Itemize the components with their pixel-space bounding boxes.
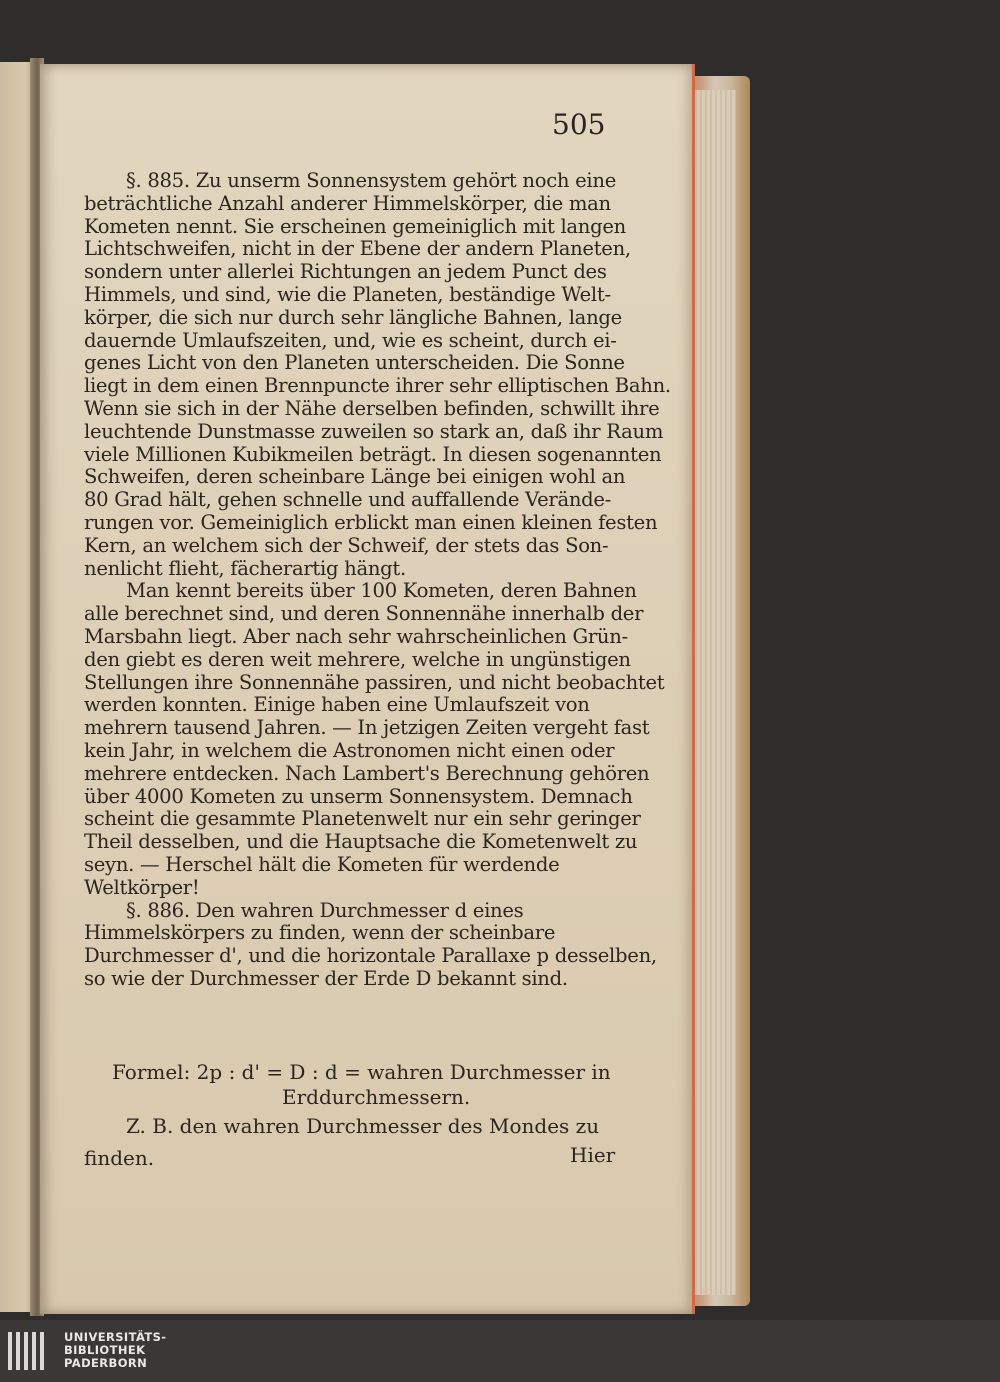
page-number: 505 — [552, 108, 606, 141]
text-line: beträchtliche Anzahl anderer Himmelskörper, die man — [84, 191, 611, 215]
body-text — [84, 169, 671, 991]
library-name-line: BIBLIOTHEK — [64, 1342, 146, 1357]
example-text — [84, 1110, 616, 1174]
text-line: leuchtende Dunstmasse zuweilen so stark an, daß ihr Raum — [84, 419, 664, 443]
text-line: Kern, an welchem sich der Schweif, der stets das Son- — [84, 533, 609, 557]
text-line: scheint die gesammte Planetenwelt nur ein sehr geringer — [84, 807, 641, 831]
text-line: Marsbahn liegt. Aber nach sehr wahrscheinlichen Grün- — [84, 624, 628, 648]
text-line: Wenn sie sich in der Nähe derselben befinden, schwillt ihre — [84, 396, 660, 420]
page-edges — [692, 90, 736, 1295]
library-name-line: PADERBORN — [64, 1355, 148, 1370]
text-line: rungen vor. Gemeiniglich erblickt man einen kleinen festen — [84, 510, 658, 534]
text-line: liegt in dem einen Brennpuncte ihrer sehr elliptischen Bahn. — [84, 374, 671, 398]
text-line: seyn. — Herschel hält die Kometen für werdende — [84, 852, 560, 876]
text-line: Man kennt bereits über 100 Kometen, deren Bahnen — [126, 579, 637, 603]
text-line: den giebt es deren weit mehrere, welche in ungünstigen — [84, 647, 631, 671]
catchword: Hier — [570, 1143, 616, 1167]
text-line: Schweifen, deren scheinbare Länge bei einigen wohl an — [84, 465, 626, 489]
text-line: 80 Grad hält, gehen schnelle und auffallende Verände- — [84, 488, 612, 512]
text-line: nenlicht flieht, fächerartig hängt. — [84, 556, 406, 580]
text-line: §. 886. Den wahren Durchmesser d eines — [126, 898, 524, 922]
formula-result: Erddurchmessern. — [282, 1085, 471, 1109]
text-line: so wie der Durchmesser der Erde D bekannt sind. — [84, 966, 568, 990]
text-line: werden konnten. Einige haben eine Umlaufszeit von — [84, 693, 590, 717]
text-line: Z. B. den wahren Durchmesser des Mondes zu — [126, 1114, 600, 1138]
library-name-line: UNIVERSITÄTS- — [64, 1330, 167, 1344]
text-line: Theil desselben, und die Hauptsache die Kometenwelt zu — [84, 830, 638, 854]
paragraph-885 — [84, 169, 671, 580]
text-line: dauernde Umlaufszeiten, und, wie es scheint, durch ei- — [84, 328, 617, 352]
text-line: kein Jahr, in welchem die Astronomen nicht einen oder — [84, 738, 615, 762]
text-line: Stellungen ihre Sonnennähe passiren, und nicht beobachtet — [84, 670, 665, 694]
text-line: Weltkörper! — [84, 875, 200, 899]
text-line: Himmelskörpers zu finden, wenn der scheinbare — [84, 921, 556, 945]
text-line: alle berechnet sind, und deren Sonnennähe innerhalb der — [84, 602, 644, 626]
text-line: viele Millionen Kubikmeilen beträgt. In diesen sogenannten — [84, 442, 662, 466]
formula: Formel: 2p : d' = D : d = wahren Durchmesser in — [112, 1060, 611, 1084]
text-line: genes Licht von den Planeten unterscheiden. Die Sonne — [84, 351, 625, 375]
paragraph-886 — [84, 898, 657, 991]
text-line: Kometen nennt. Sie erscheinen gemeiniglich mit langen — [84, 214, 626, 238]
text-line: Himmels, und sind, wie die Planeten, beständige Welt- — [84, 282, 611, 306]
text-line: mehrern tausend Jahren. — In jetzigen Zeiten vergeht fast — [84, 716, 650, 740]
text-line: sondern unter allerlei Richtungen an jedem Punct des — [84, 260, 607, 284]
text-line: §. 885. Zu unserm Sonnensystem gehört noch eine — [126, 169, 616, 192]
text-line: mehrere entdecken. Nach Lambert's Berechnung gehören — [84, 761, 650, 785]
text-line: körper, die sich nur durch sehr längliche Bahnen, lange — [84, 305, 622, 329]
paragraph-comets — [84, 579, 665, 899]
library-name — [64, 1331, 166, 1369]
text-line: über 4000 Kometen zu unserm Sonnensystem. Demnach — [84, 784, 633, 808]
text-line: Durchmesser d', und die horizontale Parallaxe p desselben, — [84, 944, 657, 968]
text-line: finden. — [84, 1146, 155, 1170]
library-logo-icon — [8, 1332, 48, 1370]
text-line: Lichtschweifen, nicht in der Ebene der andern Planeten, — [84, 237, 631, 261]
